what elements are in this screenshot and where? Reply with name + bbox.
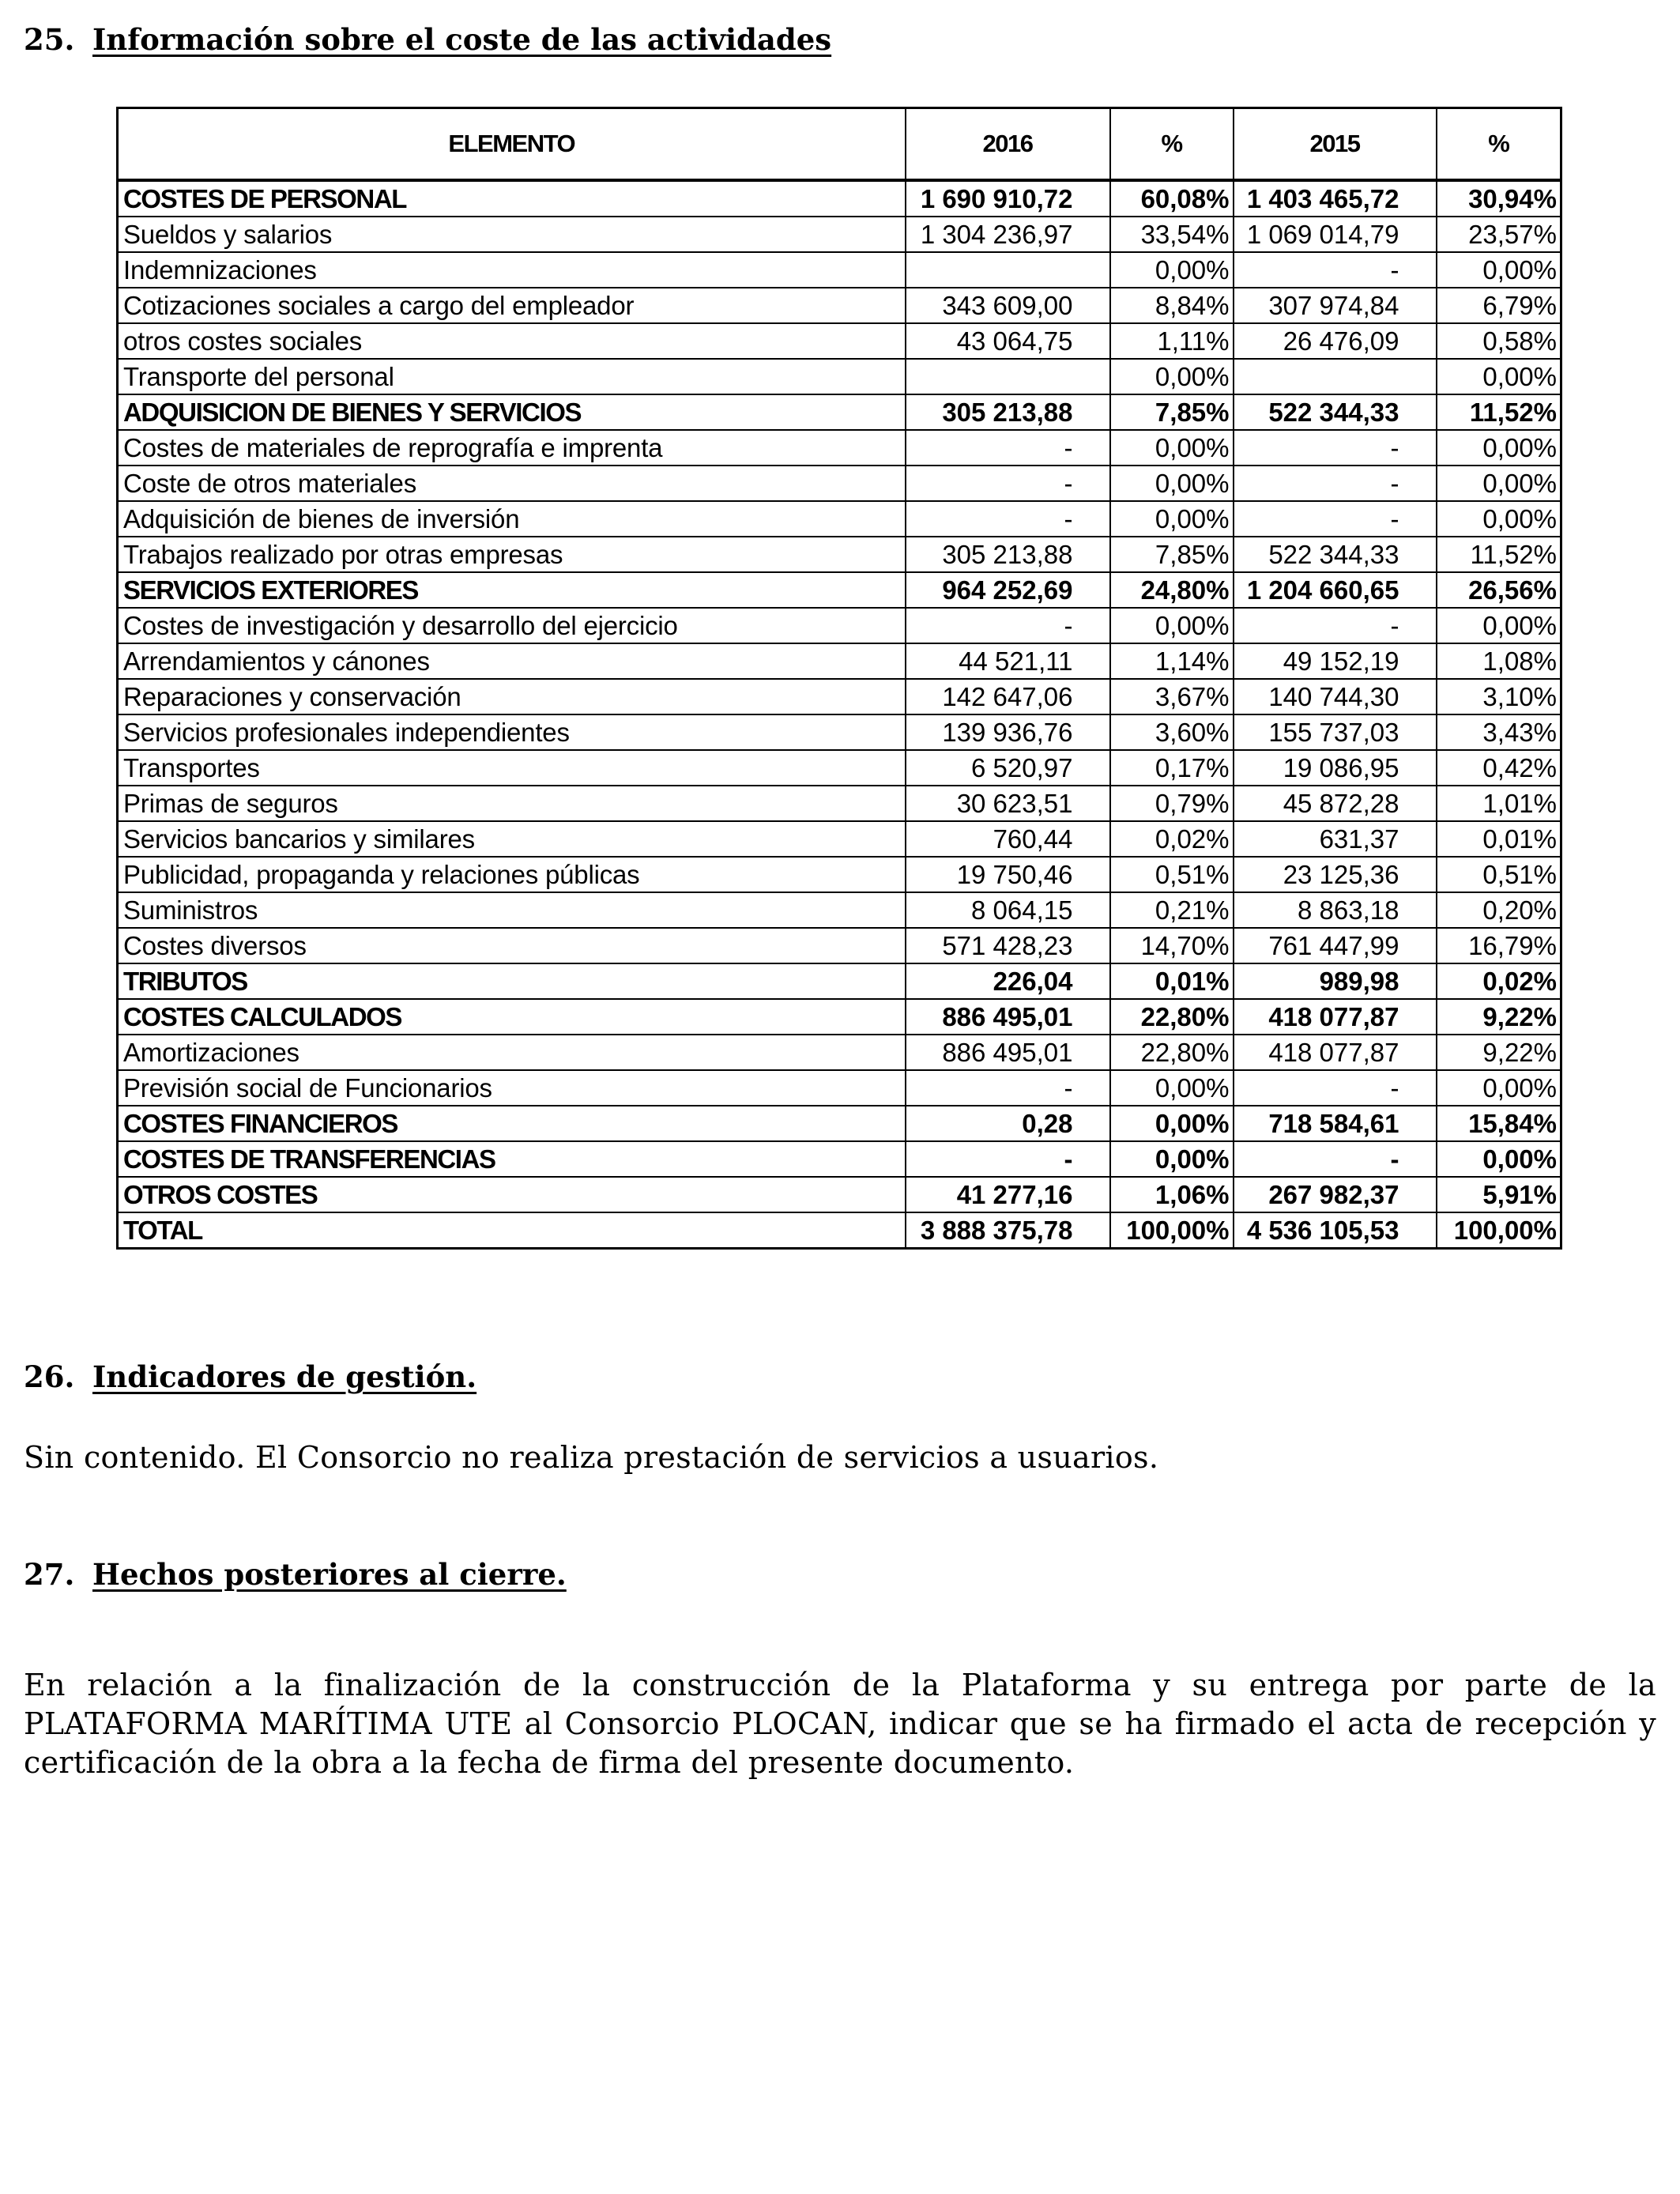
value-2016: - xyxy=(906,466,1110,501)
percent-2015: 0,00% xyxy=(1437,252,1561,288)
percent-2015: 1,01% xyxy=(1437,786,1561,821)
value-2016: - xyxy=(906,608,1110,643)
percent-2016: 0,79% xyxy=(1110,786,1234,821)
percent-2016: 14,70% xyxy=(1110,928,1234,963)
section-26-body: Sin contenido. El Consorcio no realiza prestación de servicios a usuarios. xyxy=(24,1440,1159,1475)
percent-2015: 1,08% xyxy=(1437,643,1561,679)
percent-2015: 3,10% xyxy=(1437,679,1561,714)
value-2015: 8 863,18 xyxy=(1234,892,1437,928)
value-2015: 23 125,36 xyxy=(1234,857,1437,892)
percent-2015: 0,00% xyxy=(1437,359,1561,394)
value-2015: - xyxy=(1234,608,1437,643)
row-label: Trabajos realizado por otras empresas xyxy=(118,537,906,572)
table-row xyxy=(118,1212,1561,1249)
value-2015: 989,98 xyxy=(1234,963,1437,999)
table-row xyxy=(118,430,1561,466)
row-label: Previsión social de Funcionarios xyxy=(118,1070,906,1106)
percent-2015: 6,79% xyxy=(1437,288,1561,323)
table-row xyxy=(118,750,1561,786)
percent-2016: 7,85% xyxy=(1110,537,1234,572)
percent-2015: 23,57% xyxy=(1437,217,1561,252)
percent-2016: 100,00% xyxy=(1110,1212,1234,1249)
row-label: COSTES DE PERSONAL xyxy=(118,180,906,217)
value-2016: 571 428,23 xyxy=(906,928,1110,963)
row-label: Transporte del personal xyxy=(118,359,906,394)
table-row xyxy=(118,928,1561,963)
value-2016: 8 064,15 xyxy=(906,892,1110,928)
value-2015: 26 476,09 xyxy=(1234,323,1437,359)
activity-cost-table xyxy=(116,107,1562,1250)
percent-2016: 60,08% xyxy=(1110,180,1234,217)
row-label: Costes diversos xyxy=(118,928,906,963)
table-row xyxy=(118,359,1561,394)
value-2016: 3 888 375,78 xyxy=(906,1212,1110,1249)
row-label: TOTAL xyxy=(118,1212,906,1249)
value-2016: 0,28 xyxy=(906,1106,1110,1141)
value-2016: 44 521,11 xyxy=(906,643,1110,679)
percent-2016: 1,11% xyxy=(1110,323,1234,359)
value-2015 xyxy=(1234,359,1437,394)
percent-2016: 0,17% xyxy=(1110,750,1234,786)
value-2016: 142 647,06 xyxy=(906,679,1110,714)
table-row xyxy=(118,394,1561,430)
value-2015: - xyxy=(1234,1141,1437,1177)
percent-2016: 0,00% xyxy=(1110,1141,1234,1177)
row-label: Arrendamientos y cánones xyxy=(118,643,906,679)
percent-2015: 3,43% xyxy=(1437,714,1561,750)
table-row xyxy=(118,857,1561,892)
percent-2016: 0,00% xyxy=(1110,466,1234,501)
table-row xyxy=(118,180,1561,217)
table-row xyxy=(118,679,1561,714)
percent-2015: 11,52% xyxy=(1437,394,1561,430)
section-26-heading xyxy=(24,1359,477,1394)
section-27-heading xyxy=(24,1557,567,1592)
row-label: Adquisición de bienes de inversión xyxy=(118,501,906,537)
table-row xyxy=(118,288,1561,323)
percent-2016: 0,00% xyxy=(1110,1070,1234,1106)
percent-2015: 26,56% xyxy=(1437,572,1561,608)
value-2016: - xyxy=(906,430,1110,466)
row-label: OTROS COSTES xyxy=(118,1177,906,1212)
percent-2016: 0,00% xyxy=(1110,430,1234,466)
value-2015: - xyxy=(1234,430,1437,466)
row-label: otros costes sociales xyxy=(118,323,906,359)
table-row xyxy=(118,714,1561,750)
value-2016: 1 690 910,72 xyxy=(906,180,1110,217)
value-2016: 343 609,00 xyxy=(906,288,1110,323)
header-2016: 2016 xyxy=(906,108,1110,181)
value-2016: 1 304 236,97 xyxy=(906,217,1110,252)
value-2016: 886 495,01 xyxy=(906,999,1110,1035)
percent-2015: 0,20% xyxy=(1437,892,1561,928)
value-2015: - xyxy=(1234,252,1437,288)
row-label: Sueldos y salarios xyxy=(118,217,906,252)
percent-2015: 9,22% xyxy=(1437,999,1561,1035)
table-row xyxy=(118,892,1561,928)
header-percent-2015: % xyxy=(1437,108,1561,181)
percent-2016: 0,21% xyxy=(1110,892,1234,928)
section-27-number: 27. xyxy=(24,1557,75,1592)
percent-2015: 0,42% xyxy=(1437,750,1561,786)
section-27-title: Hechos posteriores al cierre. xyxy=(92,1557,567,1592)
percent-2015: 0,00% xyxy=(1437,466,1561,501)
percent-2016: 0,00% xyxy=(1110,501,1234,537)
value-2016: 43 064,75 xyxy=(906,323,1110,359)
value-2015: 307 974,84 xyxy=(1234,288,1437,323)
percent-2015: 5,91% xyxy=(1437,1177,1561,1212)
value-2016: 305 213,88 xyxy=(906,394,1110,430)
table-row xyxy=(118,537,1561,572)
value-2015: 1 069 014,79 xyxy=(1234,217,1437,252)
header-2015: 2015 xyxy=(1234,108,1437,181)
percent-2015: 15,84% xyxy=(1437,1106,1561,1141)
percent-2016: 1,14% xyxy=(1110,643,1234,679)
row-label: Servicios bancarios y similares xyxy=(118,821,906,857)
value-2015: - xyxy=(1234,501,1437,537)
value-2015: 4 536 105,53 xyxy=(1234,1212,1437,1249)
percent-2015: 11,52% xyxy=(1437,537,1561,572)
table-body xyxy=(118,180,1561,1249)
row-label: Amortizaciones xyxy=(118,1035,906,1070)
row-label: ADQUISICION DE BIENES Y SERVICIOS xyxy=(118,394,906,430)
value-2016 xyxy=(906,359,1110,394)
value-2016: 6 520,97 xyxy=(906,750,1110,786)
row-label: Publicidad, propaganda y relaciones públicas xyxy=(118,857,906,892)
percent-2016: 22,80% xyxy=(1110,1035,1234,1070)
table-row xyxy=(118,466,1561,501)
percent-2015: 0,00% xyxy=(1437,501,1561,537)
section-26-title: Indicadores de gestión. xyxy=(92,1359,477,1394)
value-2015: 19 086,95 xyxy=(1234,750,1437,786)
percent-2016: 7,85% xyxy=(1110,394,1234,430)
section-25-heading xyxy=(24,22,831,57)
value-2016: 30 623,51 xyxy=(906,786,1110,821)
value-2016 xyxy=(906,252,1110,288)
value-2016: - xyxy=(906,1141,1110,1177)
row-label: Indemnizaciones xyxy=(118,252,906,288)
percent-2015: 9,22% xyxy=(1437,1035,1561,1070)
section-27-body: En relación a la finalización de la construcción de la Plataforma y su entrega por parte de la PLATAFORMA MARÍTIMA UTE al Consorcio PLOCAN, indicar que se ha firmado el acta de recepción y certificación de la obra a la fecha de firma del presente documento. xyxy=(24,1668,1656,1780)
header-elemento: ELEMENTO xyxy=(118,108,906,181)
percent-2016: 1,06% xyxy=(1110,1177,1234,1212)
value-2016: 964 252,69 xyxy=(906,572,1110,608)
percent-2016: 8,84% xyxy=(1110,288,1234,323)
percent-2016: 3,67% xyxy=(1110,679,1234,714)
value-2015: 267 982,37 xyxy=(1234,1177,1437,1212)
percent-2016: 0,00% xyxy=(1110,359,1234,394)
percent-2015: 0,51% xyxy=(1437,857,1561,892)
row-label: Primas de seguros xyxy=(118,786,906,821)
table-row xyxy=(118,501,1561,537)
table-row xyxy=(118,217,1561,252)
row-label: Servicios profesionales independientes xyxy=(118,714,906,750)
percent-2016: 0,01% xyxy=(1110,963,1234,999)
value-2015: 45 872,28 xyxy=(1234,786,1437,821)
percent-2015: 0,00% xyxy=(1437,608,1561,643)
row-label: COSTES DE TRANSFERENCIAS xyxy=(118,1141,906,1177)
value-2016: - xyxy=(906,501,1110,537)
table-row xyxy=(118,323,1561,359)
value-2015: 718 584,61 xyxy=(1234,1106,1437,1141)
percent-2015: 0,00% xyxy=(1437,1141,1561,1177)
value-2015: 522 344,33 xyxy=(1234,394,1437,430)
percent-2016: 3,60% xyxy=(1110,714,1234,750)
value-2015: - xyxy=(1234,1070,1437,1106)
value-2015: 49 152,19 xyxy=(1234,643,1437,679)
row-label: Reparaciones y conservación xyxy=(118,679,906,714)
row-label: COSTES FINANCIEROS xyxy=(118,1106,906,1141)
value-2016: - xyxy=(906,1070,1110,1106)
value-2016: 19 750,46 xyxy=(906,857,1110,892)
value-2015: 522 344,33 xyxy=(1234,537,1437,572)
value-2015: 418 077,87 xyxy=(1234,1035,1437,1070)
percent-2016: 0,00% xyxy=(1110,1106,1234,1141)
table-row xyxy=(118,643,1561,679)
row-label: TRIBUTOS xyxy=(118,963,906,999)
table-row xyxy=(118,1106,1561,1141)
percent-2015: 100,00% xyxy=(1437,1212,1561,1249)
percent-2016: 33,54% xyxy=(1110,217,1234,252)
table-row xyxy=(118,608,1561,643)
percent-2015: 0,58% xyxy=(1437,323,1561,359)
table-row xyxy=(118,1177,1561,1212)
table-row xyxy=(118,1035,1561,1070)
value-2015: 1 403 465,72 xyxy=(1234,180,1437,217)
header-percent-2016: % xyxy=(1110,108,1234,181)
value-2015: 155 737,03 xyxy=(1234,714,1437,750)
value-2016: 226,04 xyxy=(906,963,1110,999)
percent-2016: 0,51% xyxy=(1110,857,1234,892)
table-row xyxy=(118,252,1561,288)
percent-2016: 22,80% xyxy=(1110,999,1234,1035)
percent-2015: 16,79% xyxy=(1437,928,1561,963)
row-label: Cotizaciones sociales a cargo del empleador xyxy=(118,288,906,323)
value-2015: 140 744,30 xyxy=(1234,679,1437,714)
row-label: Transportes xyxy=(118,750,906,786)
row-label: Costes de investigación y desarrollo del ejercicio xyxy=(118,608,906,643)
percent-2015: 0,01% xyxy=(1437,821,1561,857)
value-2016: 886 495,01 xyxy=(906,1035,1110,1070)
table-row xyxy=(118,821,1561,857)
table-row xyxy=(118,572,1561,608)
value-2016: 41 277,16 xyxy=(906,1177,1110,1212)
value-2016: 760,44 xyxy=(906,821,1110,857)
section-25-number: 25. xyxy=(24,22,75,57)
percent-2015: 0,00% xyxy=(1437,1070,1561,1106)
row-label: Coste de otros materiales xyxy=(118,466,906,501)
table-row xyxy=(118,963,1561,999)
table-row xyxy=(118,1141,1561,1177)
table-row xyxy=(118,786,1561,821)
value-2015: 418 077,87 xyxy=(1234,999,1437,1035)
percent-2016: 0,02% xyxy=(1110,821,1234,857)
section-25-title: Información sobre el coste de las actividades xyxy=(92,22,832,57)
table-row xyxy=(118,999,1561,1035)
value-2015: 761 447,99 xyxy=(1234,928,1437,963)
table-header-row xyxy=(118,108,1561,181)
value-2016: 305 213,88 xyxy=(906,537,1110,572)
row-label: SERVICIOS EXTERIORES xyxy=(118,572,906,608)
percent-2015: 0,00% xyxy=(1437,430,1561,466)
percent-2016: 0,00% xyxy=(1110,608,1234,643)
value-2015: 631,37 xyxy=(1234,821,1437,857)
value-2015: - xyxy=(1234,466,1437,501)
row-label: Costes de materiales de reprografía e imprenta xyxy=(118,430,906,466)
row-label: COSTES CALCULADOS xyxy=(118,999,906,1035)
value-2016: 139 936,76 xyxy=(906,714,1110,750)
section-26-number: 26. xyxy=(24,1359,75,1394)
row-label: Suministros xyxy=(118,892,906,928)
table-row xyxy=(118,1070,1561,1106)
value-2015: 1 204 660,65 xyxy=(1234,572,1437,608)
percent-2016: 24,80% xyxy=(1110,572,1234,608)
percent-2016: 0,00% xyxy=(1110,252,1234,288)
percent-2015: 0,02% xyxy=(1437,963,1561,999)
percent-2015: 30,94% xyxy=(1437,180,1561,217)
